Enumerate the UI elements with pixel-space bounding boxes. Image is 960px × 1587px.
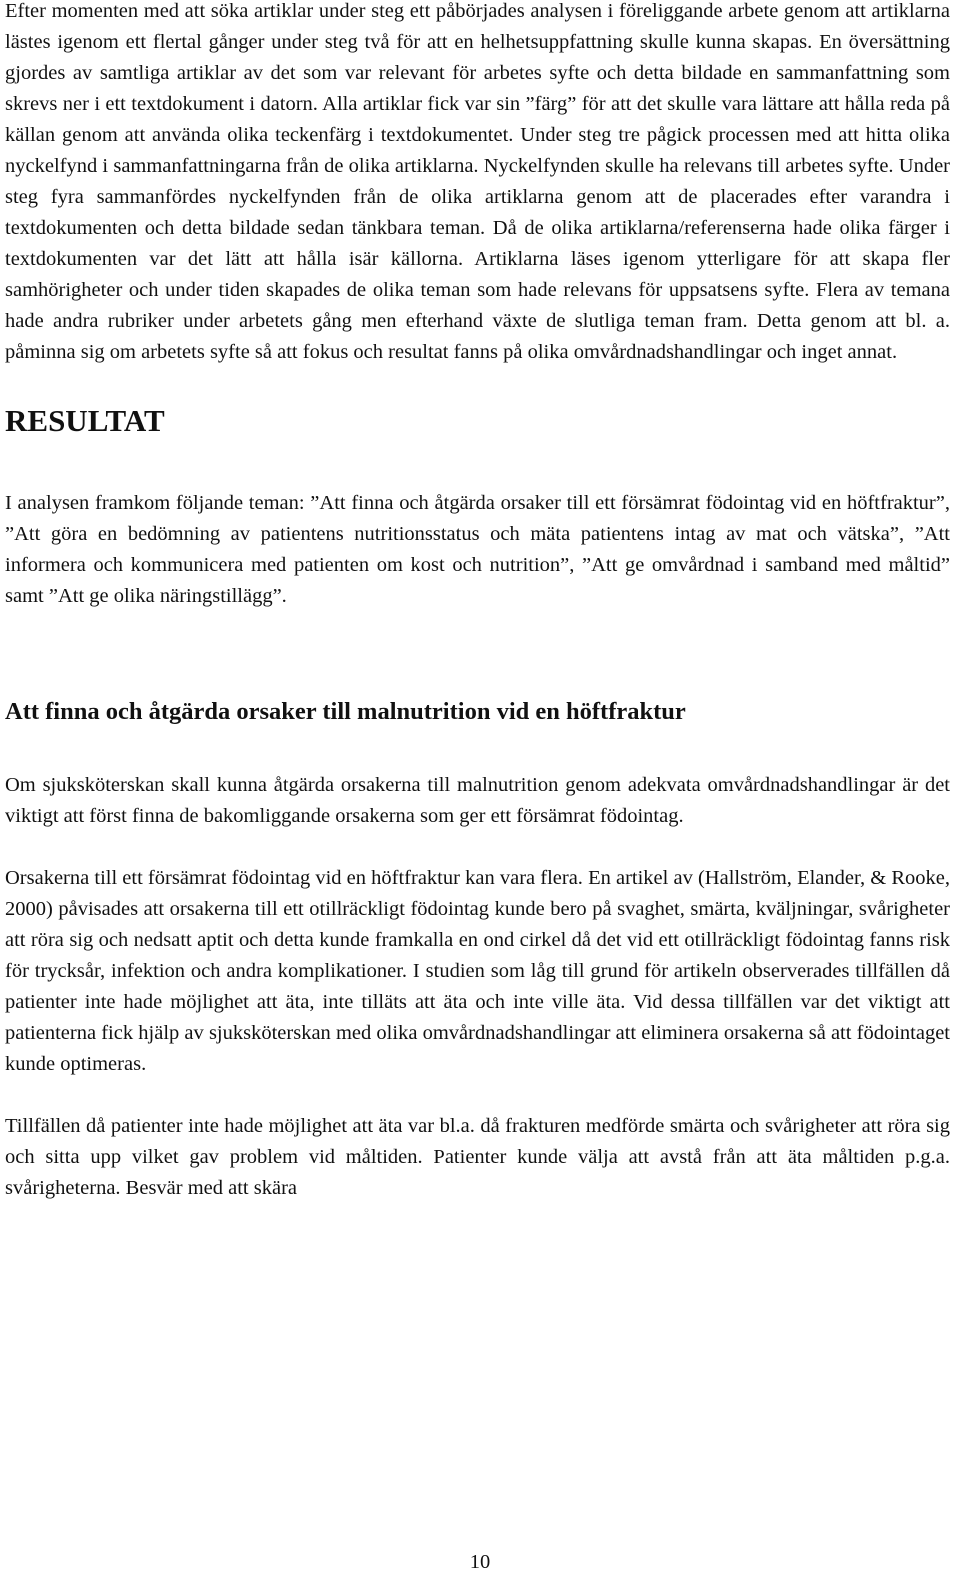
results-paragraph: I analysen framkom följande teman: ”Att finna och åtgärda orsaker till ett försämrat födointag vid en höftfraktur”, ”Att göra en bedömning av patientens nutritionsstatus och mäta patientens intag av mat och vätska”, ”Att informera och kommunicera med patienten om kost och nutrition”, ”Att ge omvårdnad i samband med måltid” samt ”Att ge olika näringstillägg”. [5, 492, 950, 607]
page-number: 10 [469, 1551, 491, 1573]
document-page [5, 0, 950, 1204]
section-paragraph-3: Tillfällen då patienter inte hade möjlighet att äta var bl.a. då frakturen medförde smärta och svårigheter att röra sig och sitta upp vilket gav problem vid måltiden. Patienter kunde välja att avstå från att äta måltiden p.g.a. svårigheterna. Besvär med att skära [5, 1115, 950, 1199]
section-paragraph-1: Om sjuksköterskan skall kunna åtgärda orsakerna till malnutrition genom adekvata omvårdnadshandlingar är det viktigt att först finna de bakomliggande orsakerna som ger ett försämrat födointag. [5, 774, 950, 827]
results-heading: RESULTAT [5, 403, 165, 438]
section-heading: Att finna och åtgärda orsaker till malnutrition vid en höftfraktur [5, 698, 686, 725]
intro-paragraph: Efter momenten med att söka artiklar under steg ett påbörjades analysen i föreliggande arbete genom att artiklarna lästes igenom ett flertal gånger under steg två för att en helhetsuppfattning skulle kunna skapas. En översättning gjordes av samtliga artiklar av det som var relevant för arbetes syfte och detta bildade en sammanfattning som skrevs ner i ett textdokument i datorn. Alla artiklar fick var sin ”färg” för att det skulle vara lättare att hålla reda på källan genom att använda olika teckenfärg i textdokumentet. Under steg tre pågick processen med att hitta olika nyckelfynd i sammanfattningarna från de olika artiklarna. Nyckelfynden skulle ha relevans till arbetes syfte. Under steg fyra sammanfördes nyckelfynden från de olika artiklarna genom att de placerades efter varandra i textdokumenten och detta bildade sedan tänkbara teman. Då de olika artiklarna/referenserna hade olika färger i textdokumenten var det lätt att hålla isär källorna. Artiklarna läses igenom ytterligare för att skapa fler samhörigheter och under tiden skapades de olika teman som hade relevans för uppsatsens syfte. Flera av temana hade andra rubriker under arbetets gång men efterhand växte de slutliga teman fram. Detta genom att bl. a. påminna sig om arbetets syfte så att fokus och resultat fanns på olika omvårdnadshandlingar och inget annat. [5, 0, 950, 363]
section-paragraph-2: Orsakerna till ett försämrat födointag vid en höftfraktur kan vara flera. En artikel av (Hallström, Elander, & Rooke, 2000) påvisades att orsakerna till ett otillräckligt födointag kunde bero på svaghet, smärta, kväljningar, svårigheter att röra sig och nedsatt aptit och detta kunde framkalla en ond cirkel då det vid ett otillräckligt födointag fanns risk för trycksår, infektion och andra komplikationer. I studien som låg till grund för artikeln observerades tillfällen då patienter inte hade möjlighet att äta, inte tilläts att äta och inte ville äta. Vid dessa tillfällen var det viktigt att patienterna fick hjälp av sjuksköterskan med olika omvårdnadshandlingar att eliminera orsakerna så att födointaget kunde optimeras. [5, 867, 950, 1075]
